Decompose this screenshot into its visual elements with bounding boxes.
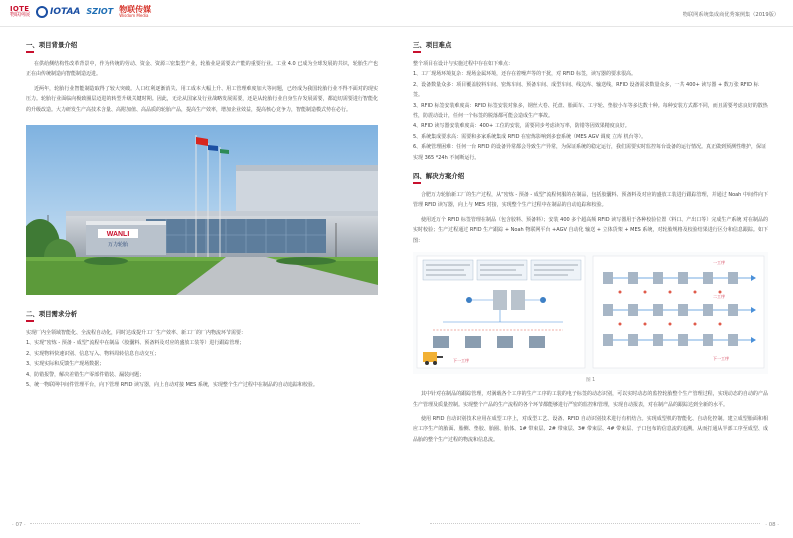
list-item: 2、设备数量众多：项目覆盖胶料车间、密炼车间、预备车间、成型车间、线边库、输送线，RFID 设备需求数量众多，一共 400+ 读写器 + 数万张 RFID 标签。 (413, 81, 759, 99)
flow-label-right-bottom: 下一工序 (713, 356, 729, 362)
section-underline (413, 51, 421, 53)
list-item: 1、工厂现场环境复杂：现场金属环境，还存在着噪声等的干扰，对 RFID 标签，读写器的要求很高。 (413, 71, 637, 78)
wisdom-logo-text: 物联传媒 (119, 5, 152, 14)
paragraph: 在供给侧结构性改革背景中，作为传统的劳动、资金、资源三密集型产业，轮胎业是需要去产能的重要行业。工业 4.0 已成为全球发展的共识，轮胎生产也正在由传统制造向智能制造迈进。 (26, 61, 378, 78)
flow-label-right-mid: 二工序 (713, 294, 725, 300)
section-underline (26, 51, 34, 53)
section-1-title: 一、项目背景介绍 (26, 41, 78, 49)
logo-strip (10, 6, 151, 18)
section-heading (26, 40, 378, 49)
section-underline (26, 320, 34, 322)
wanli-sign-cn: 万力轮胎 (107, 242, 129, 249)
section-3-title: 三、项目难点 (413, 41, 452, 49)
rfid-flow-diagram (413, 252, 768, 374)
section-heading (413, 40, 768, 49)
iote-logo-text: IOTE (10, 5, 30, 13)
list-item: 5、统一物联网中间件管理平台，向下管理 RFID 读写器，向上自动对接 MES 系统，实现整个生产过程中在制品的自动追踪和校验。 (26, 382, 318, 389)
footer-divider-left (30, 523, 360, 525)
flow-label-left: 下一工序 (453, 358, 469, 364)
iotaa-logo-text: IOTAA (50, 6, 81, 17)
flow-label-right-top: 一工序 (713, 260, 725, 266)
section-heading (26, 309, 378, 318)
list-item: 6、系统管理困难：任何一台 RFID 的设备异常都会导致生产异常，为保证系统的稳定运行，我们需要实时监控每台设备的运行情况。真正做到预测性维护，保证实现 365 *24h 不间断运行。 (413, 144, 767, 161)
paragraph: 使用近万个 RFID 标签管理在制品（包含胶料、预备料）；安装 400 多个超高频 RFID 读写器用于各种校验位置（料口、产出口等）完成生产系统 对在制品的实时校验；生产过程通过 RFID 生产跟踪 + Noah 物联网平台 +AGV 自动化 输送 + 立体货架 + MES 系统，对轮胎规格及校验结果进行区分和信息跟踪。如下图： (413, 216, 768, 244)
wisdom-logo-subtext: Wisdom Media (119, 13, 149, 18)
list-item: 4、RFID 读写器安装难度高：400+ 工位的安装，需要同步考虑读写率，防错等因效果精度良好。 (413, 123, 630, 130)
iotaa-ring-icon (36, 6, 48, 18)
paragraph: 使用 RFID 自动识别技术应用在成型工序上，对成型工艺、设备、RFID 自动识别技术进行有机结合。实现成型机的智能化、自动化控制。建立成型胎面和相应工序生产的胎面、胎侧、垫胶、胎圈、胎体、1# 带束层、2# 带束层、3# 带束层、4# 带束层、子口包布的信息流的追溯。从而打通从半部工序至成型、成品胎的整个生产过程的物流和信息流。 (413, 415, 768, 443)
wisdom-media-logo (119, 6, 151, 18)
list-item: 5、系统集成要求高：需要和多家系统集成 RFID 在密炼影响到多套系统（MES AGV 调度 立库 机台等）。 (413, 133, 647, 140)
list-item: 2、实现物料快速识别、信息写入、物料周转信息自动交互； (26, 350, 160, 357)
page-number-left: · 07 · (12, 522, 26, 528)
sziot-logo (86, 8, 113, 16)
figure-caption: 图 1 (585, 378, 596, 384)
paragraph: 其中针对在制品的跟踪管理，对满载各个工序的生产工序的工装的电子标签的动态识别，可以实时动态的监控轮胎整个生产管理过程，实现动态的自动的产品生产管理及质量控制。实现整个产品的生产流程的各个环节都能够进行严密的监控和管理，实现自动报表，对在制产品的跟踪达到全新的水平。 (413, 391, 768, 408)
iote-logo-subtext: 物联网展 (10, 12, 31, 18)
running-title: 物联网系统集成商优秀案例集（2019版） (682, 12, 779, 18)
section-4-title: 四、解决方案介绍 (413, 172, 465, 181)
right-column (413, 40, 768, 449)
section-2-title: 二、项目需求分析 (26, 310, 78, 319)
section-heading (413, 171, 768, 180)
list-item: 1、实现“密炼 - 预备 - 成型”流程中在制品（胶囊料、预备料及对应的盛放工装等）进行跟踪管理； (26, 340, 245, 347)
page-header (0, 0, 793, 27)
page-number-right-value: 08 (768, 522, 776, 528)
wanli-sign-text: WANLI (106, 231, 130, 239)
paragraph: 合肥万力轮胎新工厂的生产过程，从“密炼 - 预备 - 成型”流程伺服的在制品，包括胶囊料、预备料及对应的盛放工装进行跟踪管理，并通过 Noah 中间件向下管理 RFID 读写器，向上与 MES 对接，实现整个生产过程中在制品的自动追踪和校验。 (413, 192, 768, 209)
left-column (26, 40, 378, 390)
list-intro: 实现厂内全领域智能化、全流程自动化，同时达成提升工厂生产效率、新工厂的厂内物流环节需要： (26, 330, 247, 337)
sziot-logo-text: SZIOT (86, 7, 114, 16)
list-intro: 整个项目在设计与实施过程中存在如下难点： (413, 61, 514, 67)
section-underline (413, 182, 421, 184)
list-item: 4、防错报警，解决差错生产零部件错装、漏装问题； (26, 371, 145, 378)
footer-divider-right (430, 523, 760, 525)
list-item: 3、RFID 标签安装难度高：RFID 标签安装对象多，钢丝大卷、托盘、胎面车、工字轮、垫胶小车等多达数十种。每种安装方式都不同，而且需要考虑良好的散热性，防震动设计，任何一个标签的脱落都可能会造成生产事故。 (413, 102, 768, 120)
paragraph: 近两年，轮胎行业智能制造取得了较大突破。人口红利逐渐消失、用工成本大幅上升、用工管理难度加大等问题，已经成为我国轮胎行业不得不面对的现实压力。轮胎行业面临向极致圈层迈进的转型升级关键时期。因此，无论从国家及行业战略发展需要，还是从轮胎行业自身生存发展需要，都迫切需要进行智能化的升级改造。大力研发生产高技术含量、高附加值、高品质的轮胎产品，提高生产效率，增加企业效益，提高核心竞争力，智能制造模式势在必行。 (26, 85, 378, 113)
page-number-right: · 08 · (765, 522, 779, 528)
factory-photo (26, 125, 378, 295)
factory-photo-illustration (26, 125, 378, 295)
list-item: 3、实现实际和反馈生产现场数据； (26, 361, 105, 368)
iotaa-logo (36, 6, 80, 18)
rfid-flow-diagram-svg (413, 252, 768, 374)
iote-logo (10, 6, 30, 18)
page-number-left-value: 07 (15, 522, 23, 528)
